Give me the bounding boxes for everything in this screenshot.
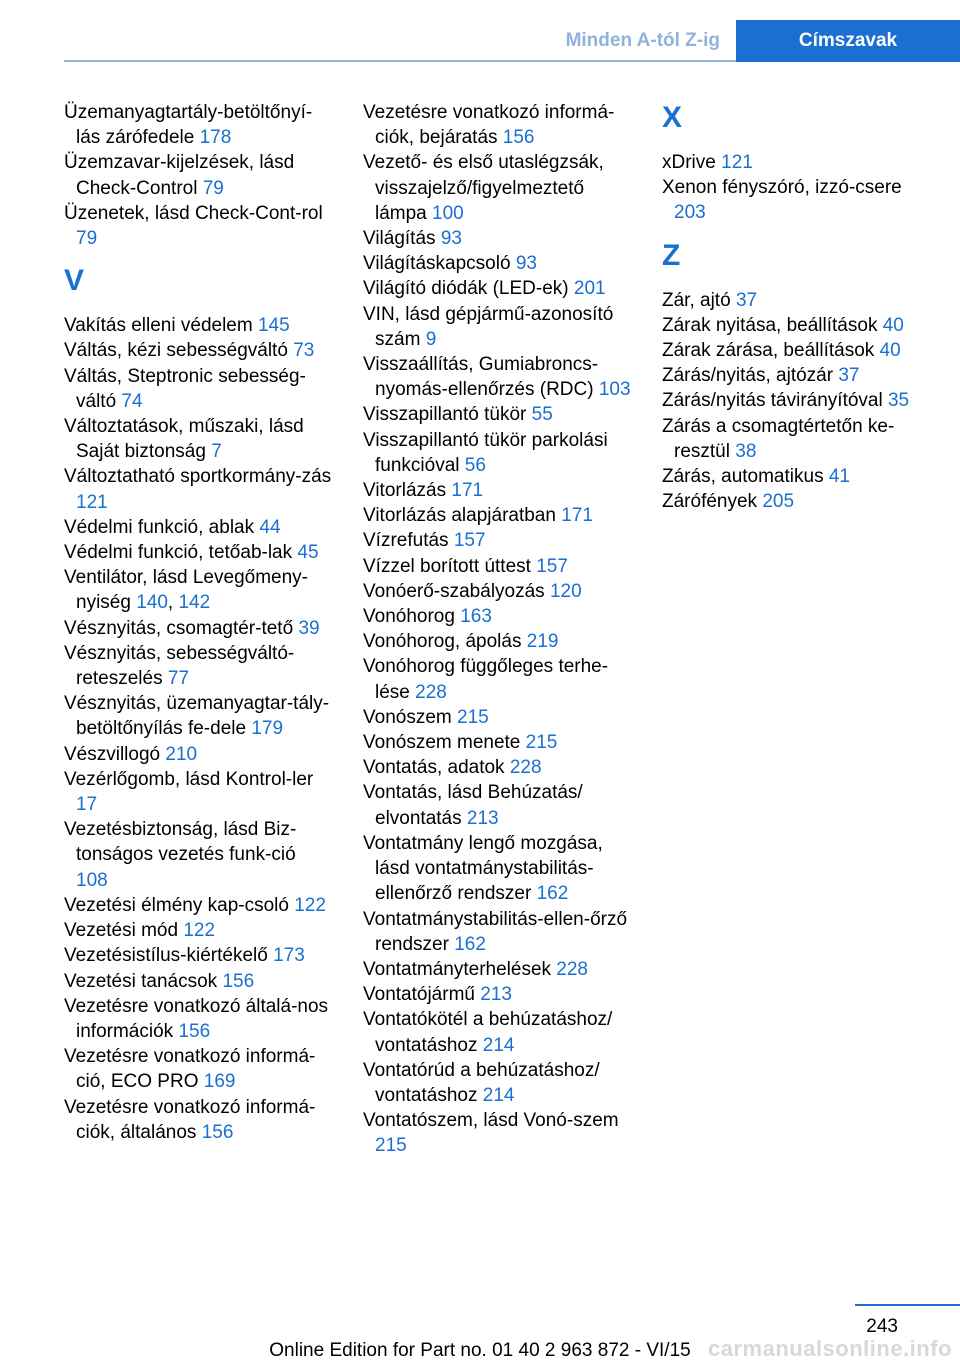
index-entry (64, 742, 332, 767)
footer-rule (855, 1304, 960, 1306)
page-reference-link[interactable]: 120 (549, 580, 582, 602)
page-reference-link[interactable]: 215 (525, 732, 558, 754)
index-entry-text: Vezetésre vonatkozó informá-ciók, általános (64, 1096, 316, 1143)
index-entry-text: VIN, lásd gépjármű-azonosító szám (363, 303, 614, 350)
page-reference-link[interactable]: 100 (432, 202, 464, 224)
page-reference-link[interactable]: 214 (482, 1034, 515, 1056)
index-entry-text: Vésznyitás, sebességváltó-reteszelés (64, 642, 295, 690)
index-entry (363, 755, 631, 780)
watermark: carmanualsonline.info (708, 1336, 952, 1361)
index-entry (363, 982, 631, 1007)
page-reference-link[interactable]: 179 (251, 718, 284, 740)
index-entry (64, 616, 332, 641)
page-reference-link[interactable]: 169 (203, 1071, 236, 1093)
index-letter-heading: V (64, 264, 85, 298)
index-entry-text: Világításkapcsoló (363, 253, 511, 275)
index-entry-text: Vontatmánystabilitás-ellen-őrző rendszer (363, 908, 628, 955)
index-entry (64, 893, 332, 918)
page-reference-link[interactable]: 121 (721, 152, 753, 173)
index-entry (64, 100, 332, 150)
index-entry (363, 100, 631, 150)
index-entry (363, 276, 631, 301)
page-reference-link[interactable]: 214 (482, 1084, 515, 1106)
index-entry: Ventilátor, lásd Levegőmeny-nyiség 140, 142 (64, 567, 308, 614)
index-column-3 (662, 100, 930, 514)
index-entry-text: Zárás, automatikus (662, 466, 824, 488)
index-entry-text: Zárak nyitása, beállítások (662, 314, 878, 336)
index-entry (363, 780, 631, 830)
index-entry (662, 175, 930, 225)
page-reference-link[interactable]: 162 (536, 883, 569, 905)
index-entry (363, 226, 631, 251)
index-entry-text: Vakítás elleni védelem (64, 315, 253, 337)
page-reference-link[interactable]: 228 (556, 958, 588, 980)
page-reference-link[interactable]: 156 (502, 127, 535, 149)
index-entry (363, 428, 631, 478)
index-entry (64, 943, 332, 968)
index-entry-text: Vízrefutás (363, 530, 449, 552)
page-reference-link[interactable]: 45 (297, 542, 319, 564)
index-entry (64, 1095, 332, 1145)
edition-footer: Online Edition for Part no. 01 40 2 963 872 - VI/15 (269, 1340, 691, 1361)
index-entry (662, 388, 930, 413)
page-reference-link[interactable]: 41 (828, 466, 850, 488)
page-reference-link[interactable]: 157 (536, 555, 568, 577)
index-entry-text: Vezetésre vonatkozó általá-nos információk (64, 995, 329, 1042)
index-entry (64, 994, 332, 1044)
index-entry-text: Vonóhorog, ápolás (363, 631, 522, 653)
page-reference-link[interactable]: 77 (167, 668, 190, 690)
page-reference-link[interactable]: 228 (415, 681, 447, 703)
index-entry-text: Vonószem menete (363, 732, 521, 754)
index-entry-text: Vezetésbiztonság, lásd Biz-tonságos vezetés funk-ció (64, 819, 297, 866)
index-entry-text: Változtatható sportkormány-zás (64, 466, 332, 488)
index-entry (363, 579, 631, 604)
page-reference-link[interactable]: 55 (531, 404, 553, 426)
index-entry (363, 402, 631, 427)
index-entry-text: Vezető- és első utaslégzsák, visszajelző/figyelmeztető lámpa (363, 152, 604, 224)
index-entry (662, 464, 930, 489)
index-entry (363, 352, 631, 402)
page-reference-link[interactable]: 121 (76, 491, 108, 513)
index-entry-text: Vonóhorog függőleges terhe-lése (363, 656, 609, 703)
index-entry (64, 150, 332, 200)
index-entry-text: Vonószem (363, 706, 452, 728)
page-reference-link[interactable]: 173 (273, 945, 305, 967)
index-entry (363, 907, 631, 957)
index-entry-text: Vontatójármű (363, 984, 475, 1006)
index-entry (64, 641, 332, 691)
index-entry-text: Zár, ajtó (662, 289, 731, 311)
index-entry-text: Visszaállítás, Gumiabroncs-nyomás-ellenőrzés (RDC) (363, 354, 599, 401)
index-entry-text: Vezetésre vonatkozó informá-ciók, bejáratás (363, 102, 615, 149)
index-entry (363, 554, 631, 579)
index-entry (64, 969, 332, 994)
page-reference-link[interactable]: 38 (735, 440, 757, 462)
index-entry-text: Váltás, kézi sebességváltó (64, 340, 288, 362)
index-entry (363, 654, 631, 704)
index-entry-text: Üzemanyagtartály-betöltőnyí-lás zárófedele (64, 102, 313, 149)
index-entry-text: xDrive (662, 152, 716, 173)
index-entry-text: Xenon fényszóró, izzó-csere (662, 177, 902, 199)
index-entry-text: Vezérlőgomb, lásd Kontrol-ler (64, 768, 314, 790)
page-reference-link[interactable]: 56 (464, 454, 486, 476)
page-reference-link[interactable]: 213 (466, 807, 499, 829)
page-reference-link[interactable]: 215 (375, 1135, 407, 1157)
index-entry (363, 251, 631, 276)
index-entry (363, 730, 631, 755)
index-entry (64, 338, 332, 363)
index-entry-text: Váltás, Steptronic sebesség-váltó (64, 365, 306, 412)
index-entry-text: Vezetésistílus-kiértékelő (64, 945, 268, 967)
index-entry (363, 831, 631, 907)
index-entry-text: Vontatókötél a behúzatáshoz/ vontatáshoz (363, 1009, 613, 1056)
page-reference-link[interactable]: 35 (887, 390, 910, 412)
index-entry (64, 691, 332, 741)
index-entry (363, 302, 631, 352)
index-entry-text: Vitorlázás (363, 480, 447, 502)
index-entry-text: Világító diódák (LED-ek) (363, 278, 569, 300)
index-entry-text: Zárás/nyitás, ajtózár (662, 365, 834, 387)
index-entry (64, 313, 332, 338)
index-entry-text: Vontatószem, lásd Vonó-szem (363, 1110, 619, 1132)
page-reference-link[interactable]: 9 (425, 328, 437, 350)
page-reference-link[interactable]: 219 (526, 631, 559, 653)
index-entry (64, 817, 332, 893)
index-entry-text: Vízzel borított úttest (363, 555, 531, 577)
index-entry (64, 918, 332, 943)
page-number: 243 (866, 1316, 898, 1337)
index-entry-text: Vésznyitás, csomagtér-tető (64, 617, 294, 639)
page-reference-link[interactable]: 142 (178, 592, 211, 614)
index-entry (363, 528, 631, 553)
header-section-title: Minden A-tól Z-ig (565, 30, 720, 51)
page-reference-link[interactable]: 40 (882, 314, 904, 336)
page-reference-link[interactable]: 156 (178, 1020, 211, 1042)
index-entry-text: Zárás/nyitás távirányítóval (662, 390, 883, 412)
index-entry (662, 363, 930, 388)
index-entry (662, 338, 930, 363)
page-reference-link[interactable]: 228 (509, 757, 542, 779)
index-entry-text: Vezetési mód (64, 920, 179, 942)
page-reference-link[interactable]: 40 (879, 340, 901, 362)
index-entry (64, 414, 332, 464)
index-entry-text: Üzenetek, lásd Check-Cont-rol (64, 202, 323, 224)
page-reference-link[interactable]: 73 (293, 340, 315, 362)
index-entry-text: Zárófények (662, 491, 758, 513)
index-entry (363, 478, 631, 503)
index-entry (64, 1044, 332, 1094)
index-entry-text: Világítás (363, 228, 436, 250)
page-reference-link[interactable]: 122 (294, 894, 326, 916)
page-reference-link[interactable]: 79 (202, 177, 224, 199)
page-reference-link[interactable]: 103 (598, 379, 631, 401)
index-entry-text: Vezetési élmény kap-csoló (64, 894, 289, 916)
page-reference-link[interactable]: 156 (201, 1121, 234, 1143)
index-entry (64, 540, 332, 565)
index-entry (363, 1007, 631, 1057)
index-entry-text: Védelmi funkció, tetőab-lak (64, 542, 293, 564)
index-column-2 (363, 100, 631, 1159)
index-entry-text: Visszapillantó tükör parkolási funkcióval (363, 429, 608, 476)
index-entry (64, 515, 332, 540)
index-entry (662, 313, 930, 338)
page-reference-link[interactable]: 203 (674, 202, 706, 224)
page-reference-link[interactable]: 74 (121, 390, 143, 412)
index-column-1 (64, 100, 332, 1145)
index-entry (662, 414, 930, 464)
index-entry-text: Vitorlázás alapjáratban (363, 505, 556, 527)
index-entry-text: Visszapillantó tükör (363, 404, 527, 426)
page-reference-link[interactable]: 93 (440, 228, 462, 250)
index-entry-text: Vonóerő-szabályozás (363, 580, 545, 602)
index-entry-text: Ventilátor, lásd Levegőmeny-nyiség (64, 567, 308, 614)
index-entry-text: Vontatmány lengő mozgása, lásd vontatmánystabilitás-ellenőrző rendszer (363, 832, 603, 905)
page-reference-link[interactable]: 140 (136, 592, 168, 614)
index-entry-text: Változtatások, műszaki, lásd Saját biztonság (64, 416, 304, 463)
index-entry-text: Zárak zárása, beállítások (662, 340, 875, 362)
page-reference-link[interactable]: 37 (735, 289, 758, 311)
page-reference-link[interactable]: 163 (460, 606, 492, 628)
page-reference-link[interactable]: 201 (573, 278, 606, 300)
page-reference-link[interactable]: 93 (515, 253, 537, 275)
page-reference-link[interactable]: 171 (451, 480, 484, 502)
index-entry (363, 150, 631, 226)
index-entry (363, 705, 631, 730)
page-reference-link[interactable]: 162 (454, 933, 486, 955)
page-reference-link[interactable]: 171 (561, 505, 593, 527)
page-reference-link[interactable]: 178 (199, 127, 232, 149)
index-entry-text: Vészvillogó (64, 743, 161, 765)
index-entry (363, 1058, 631, 1108)
index-entry (662, 288, 930, 313)
index-entry (363, 503, 631, 528)
index-entry-text: Vésznyitás, üzemanyagtar-tály-betöltőnyílás fe-dele (64, 693, 330, 740)
page-reference-link[interactable]: 145 (257, 315, 290, 337)
index-entry (64, 464, 332, 514)
index-entry (363, 629, 631, 654)
index-entry (64, 364, 332, 414)
index-entry (64, 201, 332, 251)
index-entry-text: Üzemzavar-kijelzések, lásd Check-Control (64, 152, 295, 199)
page-reference-link[interactable]: 37 (838, 365, 860, 387)
index-entry (662, 489, 930, 514)
index-entry (662, 150, 930, 175)
header-tab: Címszavak (736, 20, 960, 62)
index-entry-text: Vontatmányterhelések (363, 958, 552, 980)
index-entry (363, 604, 631, 629)
index-entry-text: Vontatás, adatok (363, 757, 505, 779)
index-entry-text: Védelmi funkció, ablak (64, 516, 255, 538)
index-letter-heading: Z (662, 238, 681, 272)
page-reference-link[interactable]: 205 (762, 491, 795, 513)
index-entry-text: Vezetési tanácsok (64, 970, 218, 992)
page-reference-link[interactable]: 210 (165, 743, 198, 765)
page-reference-link[interactable]: 7 (211, 441, 222, 463)
index-entry-text: Vonóhorog (363, 606, 455, 628)
page-reference-link[interactable]: 44 (259, 516, 281, 538)
page-reference-link[interactable]: 156 (222, 970, 255, 992)
page-reference-link[interactable]: 39 (298, 617, 320, 639)
index-entry-text: Vezetésre vonatkozó informá-ció, ECO PRO (64, 1046, 316, 1093)
page-reference-link[interactable]: 215 (457, 706, 489, 728)
page-reference-link[interactable]: 17 (76, 794, 98, 816)
page-reference-link[interactable]: 213 (480, 984, 512, 1006)
index-entry-text: Zárás a csomagtértetőn ke-resztül (662, 415, 895, 462)
index-letter-heading: X (662, 101, 683, 134)
index-entry (363, 957, 631, 982)
index-entry (64, 767, 332, 817)
page-reference-link[interactable]: 79 (76, 228, 98, 250)
index-entry-text: Vontatórúd a behúzatáshoz/ vontatáshoz (363, 1059, 600, 1106)
page-reference-link[interactable]: 122 (183, 920, 216, 942)
page-reference-link[interactable]: 157 (453, 530, 486, 552)
index-entry-text: Vontatás, lásd Behúzatás/ elvontatás (363, 782, 583, 829)
page-reference-link[interactable]: 108 (76, 869, 108, 891)
index-entry (363, 1108, 631, 1158)
